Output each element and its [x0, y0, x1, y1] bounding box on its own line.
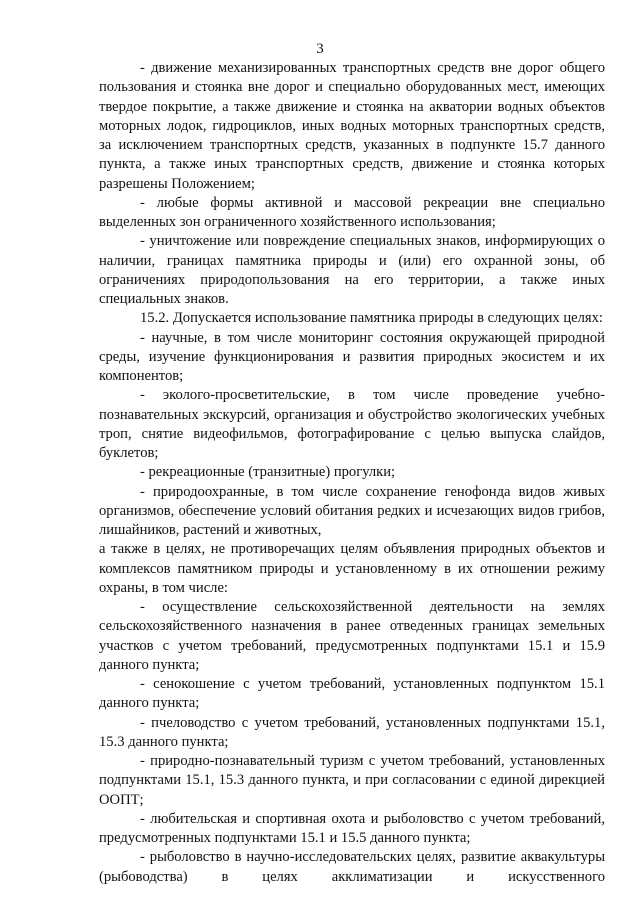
- paragraph-hunting-fishing: - любительская и спортивная охота и рыболовство с учетом требований, предусмотренных подпунктами 15.1 и 15.5 данного пункта;: [99, 810, 605, 846]
- paragraph-recreational-walks: - рекреационные (транзитные) прогулки;: [140, 464, 396, 481]
- paragraph-beekeeping: - пчеловодство с учетом требований, установленных подпунктами 15.1, 15.3 данного пункта;: [99, 714, 605, 750]
- paragraph-ban-sign-damage: - уничтожение или повреждение специальных знаков, информирующих о наличии, границах памятника природы и (или) его охранной зоны, об ограничениях природопользования на его территории, а также иных специальных знаков.: [99, 233, 605, 307]
- paragraph-agriculture: - осуществление сельскохозяйственной деятельности на землях сельскохозяйственного назначения в ранее отведенных границах земельных участков с учетом требований, предусмотренных подпунктами 15.1 и 15.9 данного пункта;: [99, 599, 605, 673]
- paragraph-educational-use: - эколого-просветительские, в том числе проведение учебно-познавательных экскурсий, организация и обустройство экологических учебных троп, снятие видеофильмов, фотографирование с целью выпуска слайдов, буклетов;: [99, 387, 605, 461]
- page-number: 3: [316, 41, 324, 57]
- paragraph-permitted-uses-heading: 15.2. Допускается использование памятника природы в следующих целях:: [140, 310, 603, 327]
- document-body: [99, 59, 605, 887]
- paragraph-nature-tourism: - природно-познавательный туризм с учетом требований, установленных подпунктами 15.1, 15.3 данного пункта, и при согласовании с единой дирекцией ООПТ;: [99, 753, 605, 808]
- paragraph-ban-vehicle-movement: - движение механизированных транспортных средств вне дорог общего пользования и стоянка вне дорог и специально оборудованных мест, имеющих твердое покрытие, а также движение и стоянка на акватории водных объектов моторных лодок, гидроциклов, иных водных моторных транспортных средств, за исключением транспортных средств, указанных в подпункте 15.7 данного пункта, а также иных транспортных средств, движение и стоянка которых разрешены Положением;: [99, 60, 605, 192]
- paragraph-ban-mass-recreation: - любые формы активной и массовой рекреации вне специально выделенных зон ограниченного хозяйственного использования;: [99, 194, 605, 230]
- paragraph-scientific-fishing: - рыболовство в научно-исследовательских целях, развитие аквакультуры (рыбоводства) в целях акклиматизации и искусственного: [99, 849, 605, 885]
- paragraph-conservation-use: - природоохранные, в том числе сохранение генофонда видов живых организмов, обеспечение условий обитания редких и исчезающих видов грибов, лишайников, растений и животных,: [99, 483, 605, 538]
- paragraph-other-purposes: а также в целях, не противоречащих целям объявления природных объектов и комплексов памятником природы и установленному в их отношении режиму охраны, в том числе:: [99, 541, 605, 596]
- paragraph-scientific-use: - научные, в том числе мониторинг состояния окружающей природной среды, изучение функционирования и развития природных экосистем и их компонентов;: [99, 329, 605, 384]
- paragraph-haymaking: - сенокошение с учетом требований, установленных подпунктом 15.1 данного пункта;: [99, 676, 605, 712]
